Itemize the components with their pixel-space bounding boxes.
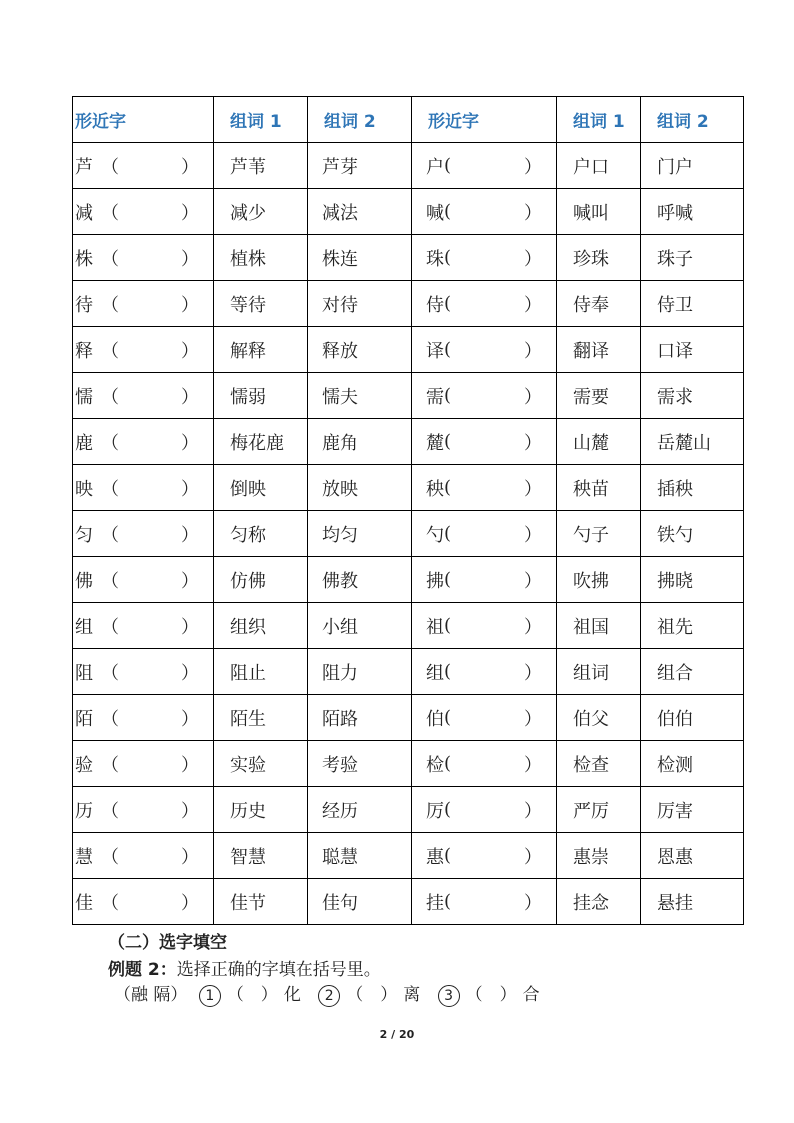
similar-char: 拂 — [426, 570, 444, 592]
word-cell: 梅花鹿 — [214, 419, 308, 465]
similar-char-cell — [412, 603, 557, 649]
open-paren: （ — [101, 892, 119, 914]
choice-suffix: 化 — [283, 985, 301, 1005]
word-cell: 经历 — [308, 787, 412, 833]
table-row — [73, 741, 744, 787]
similar-char: 历 — [75, 800, 93, 822]
header-word-1a: 组词 1 — [214, 97, 308, 143]
similar-char: 减 — [75, 202, 93, 224]
close-paren: ） — [524, 892, 542, 914]
close-paren: ） — [181, 478, 199, 500]
word-cell: 陌生 — [214, 695, 308, 741]
word-cell: 小组 — [308, 603, 412, 649]
similar-char: 祖 — [426, 616, 444, 638]
similar-char-cell — [412, 281, 557, 327]
open-paren: ( — [444, 845, 452, 866]
similar-char: 株 — [75, 248, 93, 270]
close-paren: ） — [181, 340, 199, 362]
word-cell: 聪慧 — [308, 833, 412, 879]
similar-char: 挂 — [426, 892, 444, 914]
similar-char-cell — [73, 741, 214, 787]
similar-char: 验 — [75, 754, 93, 776]
similar-char-cell — [73, 833, 214, 879]
close-paren: ） — [181, 708, 199, 730]
word-cell: 鹿角 — [308, 419, 412, 465]
section-title: （二）选字填空 — [108, 933, 227, 953]
header-word-1b: 组词 1 — [557, 97, 641, 143]
open-paren: ( — [444, 293, 452, 314]
close-paren: ） — [181, 524, 199, 546]
open-paren: ( — [444, 201, 452, 222]
table-row — [73, 833, 744, 879]
similar-char-cell — [73, 511, 214, 557]
similar-char: 译 — [426, 340, 444, 362]
word-cell: 芦苇 — [214, 143, 308, 189]
word-cell: 需要 — [557, 373, 641, 419]
close-paren: ） — [181, 202, 199, 224]
similar-char-cell — [412, 787, 557, 833]
similar-char: 厉 — [426, 800, 444, 822]
choice-item-2 — [318, 985, 426, 1005]
word-cell: 减少 — [214, 189, 308, 235]
word-cell: 佛教 — [308, 557, 412, 603]
close-paren: ） — [524, 202, 542, 224]
similar-char-cell — [73, 189, 214, 235]
table-row — [73, 695, 744, 741]
close-paren: ） — [181, 662, 199, 684]
open-paren: ( — [444, 891, 452, 912]
word-cell: 祖国 — [557, 603, 641, 649]
word-cell: 佳节 — [214, 879, 308, 925]
table-row — [73, 879, 744, 925]
similar-char: 鹿 — [75, 432, 93, 454]
similar-char-cell — [73, 649, 214, 695]
similar-char: 麓 — [426, 432, 444, 454]
example-label: 例题 2： — [108, 960, 177, 980]
similar-char: 慧 — [75, 846, 93, 868]
similar-char-cell — [73, 879, 214, 925]
close-paren: ） — [181, 616, 199, 638]
open-paren: （ — [101, 248, 119, 270]
word-cell: 智慧 — [214, 833, 308, 879]
similar-char-cell — [73, 327, 214, 373]
similar-char-cell — [412, 419, 557, 465]
similar-char: 喊 — [426, 202, 444, 224]
word-cell: 实验 — [214, 741, 308, 787]
similar-char-cell — [73, 281, 214, 327]
word-cell: 口译 — [641, 327, 744, 373]
close-paren: ） — [524, 478, 542, 500]
header-word-2a: 组词 2 — [308, 97, 412, 143]
similar-char-cell — [412, 649, 557, 695]
similar-char: 陌 — [75, 708, 93, 730]
close-paren: ） — [181, 386, 199, 408]
example-text: 选择正确的字填在括号里。 — [176, 960, 381, 980]
similar-char-cell — [412, 373, 557, 419]
open-paren: （ — [101, 708, 119, 730]
similar-char-cell — [412, 235, 557, 281]
word-cell: 祖先 — [641, 603, 744, 649]
word-cell: 植株 — [214, 235, 308, 281]
similar-char-cell — [73, 143, 214, 189]
word-cell: 惠崇 — [557, 833, 641, 879]
word-cell: 释放 — [308, 327, 412, 373]
similar-char: 检 — [426, 754, 444, 776]
word-cell: 伯伯 — [641, 695, 744, 741]
word-cell: 山麓 — [557, 419, 641, 465]
word-cell: 户口 — [557, 143, 641, 189]
word-cell: 放映 — [308, 465, 412, 511]
word-cell: 吹拂 — [557, 557, 641, 603]
similar-characters-table — [72, 96, 744, 925]
open-paren: ( — [444, 569, 452, 590]
open-paren: （ — [101, 662, 119, 684]
similar-char: 芦 — [75, 156, 93, 178]
open-paren: （ — [101, 524, 119, 546]
similar-char-cell — [73, 695, 214, 741]
table-header-row — [73, 97, 744, 143]
word-cell: 考验 — [308, 741, 412, 787]
similar-char: 珠 — [426, 248, 444, 270]
similar-char-cell — [412, 511, 557, 557]
word-cell: 历史 — [214, 787, 308, 833]
similar-char: 释 — [75, 340, 93, 362]
close-paren: ） — [524, 432, 542, 454]
word-cell: 对待 — [308, 281, 412, 327]
similar-char: 侍 — [426, 294, 444, 316]
word-cell: 呼喊 — [641, 189, 744, 235]
close-paren: ） — [524, 524, 542, 546]
open-paren: （ — [101, 754, 119, 776]
open-paren: ( — [444, 431, 452, 452]
choice-suffix: 合 — [522, 985, 540, 1005]
table-row — [73, 465, 744, 511]
similar-char: 组 — [75, 616, 93, 638]
word-cell: 伯父 — [557, 695, 641, 741]
close-paren: ） — [181, 294, 199, 316]
similar-char-cell — [412, 695, 557, 741]
word-cell: 减法 — [308, 189, 412, 235]
close-paren: ） — [524, 616, 542, 638]
word-cell: 秧苗 — [557, 465, 641, 511]
circled-number: 2 — [318, 985, 340, 1007]
open-paren: （ — [101, 294, 119, 316]
close-paren: ） — [181, 800, 199, 822]
answer-blank[interactable]: （ ） — [346, 985, 398, 1005]
word-cell: 组词 — [557, 649, 641, 695]
table-row — [73, 143, 744, 189]
word-cell: 组织 — [214, 603, 308, 649]
word-cell: 阻力 — [308, 649, 412, 695]
open-paren: （ — [101, 202, 119, 224]
table-row — [73, 373, 744, 419]
similar-char: 懦 — [75, 386, 93, 408]
open-paren: ( — [444, 753, 452, 774]
similar-char: 组 — [426, 662, 444, 684]
close-paren: ） — [181, 846, 199, 868]
similar-char: 佛 — [75, 570, 93, 592]
close-paren: ） — [524, 846, 542, 868]
open-paren: （ — [101, 846, 119, 868]
similar-char: 勺 — [426, 524, 444, 546]
similar-char: 秧 — [426, 478, 444, 500]
word-cell: 门户 — [641, 143, 744, 189]
open-paren: （ — [101, 800, 119, 822]
word-cell: 悬挂 — [641, 879, 744, 925]
open-paren: ( — [444, 615, 452, 636]
open-paren: ( — [444, 339, 452, 360]
open-paren: （ — [101, 156, 119, 178]
answer-blank[interactable]: （ ） — [226, 985, 278, 1005]
word-cell: 阻止 — [214, 649, 308, 695]
similar-char-cell — [73, 787, 214, 833]
word-cell: 等待 — [214, 281, 308, 327]
similar-char-cell — [412, 833, 557, 879]
word-cell: 组合 — [641, 649, 744, 695]
word-cell: 倒映 — [214, 465, 308, 511]
word-cell: 检查 — [557, 741, 641, 787]
open-paren: （ — [101, 432, 119, 454]
word-cell: 厉害 — [641, 787, 744, 833]
open-paren: （ — [101, 570, 119, 592]
word-cell: 喊叫 — [557, 189, 641, 235]
similar-char-cell — [73, 557, 214, 603]
table-row — [73, 511, 744, 557]
header-similar-char-1: 形近字 — [73, 97, 214, 143]
similar-char-cell — [73, 373, 214, 419]
similar-char: 需 — [426, 386, 444, 408]
similar-char: 匀 — [75, 524, 93, 546]
similar-char: 户 — [426, 156, 444, 178]
similar-char-cell — [73, 419, 214, 465]
similar-char-cell — [412, 189, 557, 235]
similar-char-cell — [73, 235, 214, 281]
example-question — [108, 955, 381, 980]
word-cell: 需求 — [641, 373, 744, 419]
open-paren: ( — [444, 385, 452, 406]
open-paren: ( — [444, 661, 452, 682]
word-cell: 芦芽 — [308, 143, 412, 189]
close-paren: ） — [524, 294, 542, 316]
similar-char-cell — [73, 603, 214, 649]
close-paren: ） — [524, 708, 542, 730]
choice-suffix: 离 — [403, 985, 421, 1005]
circled-number: 3 — [438, 985, 460, 1007]
open-paren: ( — [444, 707, 452, 728]
answer-blank[interactable]: （ ） — [465, 985, 517, 1005]
similar-char-cell — [412, 741, 557, 787]
word-cell: 仿佛 — [214, 557, 308, 603]
similar-char: 阻 — [75, 662, 93, 684]
similar-char-cell — [412, 879, 557, 925]
page-number: 2 / 20 — [379, 1028, 415, 1041]
word-cell: 挂念 — [557, 879, 641, 925]
table-row — [73, 189, 744, 235]
open-paren: ( — [444, 477, 452, 498]
close-paren: ） — [181, 570, 199, 592]
word-cell: 拂晓 — [641, 557, 744, 603]
word-cell: 翻译 — [557, 327, 641, 373]
word-cell: 佳句 — [308, 879, 412, 925]
word-cell: 懦弱 — [214, 373, 308, 419]
table-row — [73, 787, 744, 833]
word-cell: 铁勺 — [641, 511, 744, 557]
table-row — [73, 603, 744, 649]
close-paren: ） — [181, 432, 199, 454]
word-cell: 珠子 — [641, 235, 744, 281]
table-row — [73, 235, 744, 281]
close-paren: ） — [181, 754, 199, 776]
similar-char-cell — [412, 465, 557, 511]
close-paren: ） — [181, 156, 199, 178]
word-cell: 陌路 — [308, 695, 412, 741]
open-paren: ( — [444, 799, 452, 820]
similar-char: 映 — [75, 478, 93, 500]
word-cell: 均匀 — [308, 511, 412, 557]
open-paren: （ — [101, 386, 119, 408]
word-cell: 侍卫 — [641, 281, 744, 327]
close-paren: ） — [524, 340, 542, 362]
word-cell: 侍奉 — [557, 281, 641, 327]
similar-char: 伯 — [426, 708, 444, 730]
word-cell: 检测 — [641, 741, 744, 787]
word-cell: 严厉 — [557, 787, 641, 833]
close-paren: ） — [181, 248, 199, 270]
header-word-2b: 组词 2 — [641, 97, 744, 143]
close-paren: ） — [524, 570, 542, 592]
similar-char-cell — [412, 143, 557, 189]
open-paren: ( — [444, 247, 452, 268]
open-paren: ( — [444, 155, 452, 176]
table-row — [73, 557, 744, 603]
similar-char: 待 — [75, 294, 93, 316]
word-cell: 珍珠 — [557, 235, 641, 281]
word-cell: 株连 — [308, 235, 412, 281]
close-paren: ） — [524, 386, 542, 408]
word-cell: 岳麓山 — [641, 419, 744, 465]
word-cell: 匀称 — [214, 511, 308, 557]
similar-char: 惠 — [426, 846, 444, 868]
word-cell: 恩惠 — [641, 833, 744, 879]
open-paren: （ — [101, 478, 119, 500]
open-paren: ( — [444, 523, 452, 544]
close-paren: ） — [524, 156, 542, 178]
word-cell: 勺子 — [557, 511, 641, 557]
word-cell: 懦夫 — [308, 373, 412, 419]
similar-char-cell — [412, 557, 557, 603]
table-row — [73, 649, 744, 695]
choice-item-3 — [438, 985, 546, 1005]
circled-number: 1 — [199, 985, 221, 1007]
close-paren: ） — [524, 800, 542, 822]
table-row — [73, 327, 744, 373]
open-paren: （ — [101, 340, 119, 362]
similar-char-cell — [73, 465, 214, 511]
open-paren: （ — [101, 616, 119, 638]
close-paren: ） — [524, 248, 542, 270]
close-paren: ） — [181, 892, 199, 914]
close-paren: ） — [524, 662, 542, 684]
word-cell: 插秧 — [641, 465, 744, 511]
close-paren: ） — [524, 754, 542, 776]
word-cell: 解释 — [214, 327, 308, 373]
choice-options: （融 隔） — [114, 985, 188, 1005]
table-row — [73, 281, 744, 327]
similar-char-cell — [412, 327, 557, 373]
choice-item-1 — [199, 985, 307, 1005]
choice-line — [114, 980, 552, 1007]
similar-char: 佳 — [75, 892, 93, 914]
header-similar-char-2: 形近字 — [412, 97, 557, 143]
table-row — [73, 419, 744, 465]
